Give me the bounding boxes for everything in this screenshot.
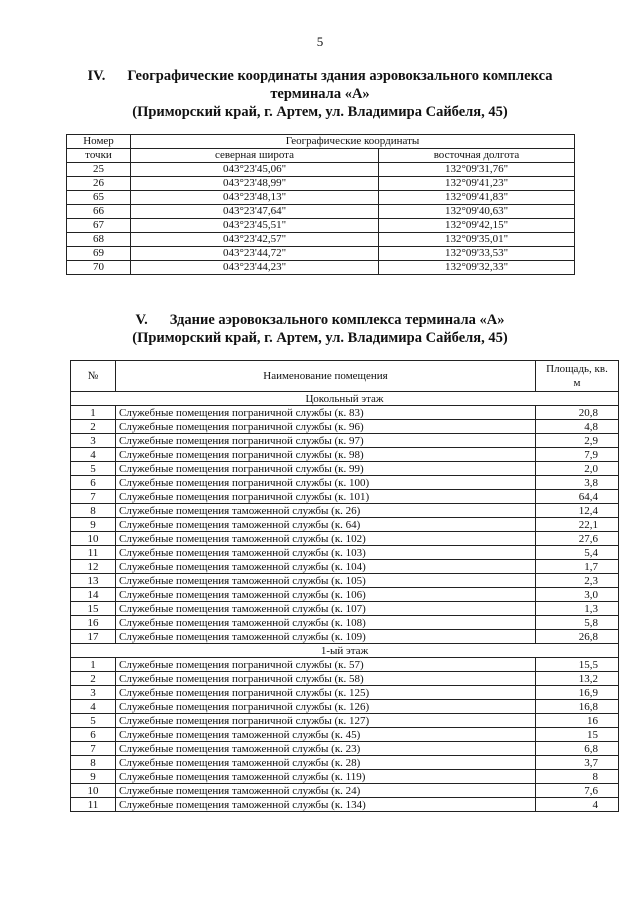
- room-name: Служебные помещения таможенной службы (к. 102): [116, 532, 536, 546]
- coords-point: 69: [67, 247, 131, 261]
- room-area: 3,8: [536, 476, 619, 490]
- room-row: [71, 714, 619, 728]
- room-name: Служебные помещения таможенной службы (к. 28): [116, 756, 536, 770]
- room-number: 1: [71, 406, 116, 420]
- room-row: [71, 686, 619, 700]
- coords-header-geo: Географические координаты: [131, 135, 575, 149]
- room-row: [71, 420, 619, 434]
- coords-row: [67, 205, 575, 219]
- room-row: [71, 518, 619, 532]
- rooms-header-area-line1: Площадь, кв.: [546, 363, 608, 375]
- section5-heading-line2: (Приморский край, г. Артем, ул. Владимира Сайбеля, 45): [132, 330, 508, 346]
- rooms-header-name: Наименование помещения: [116, 361, 536, 392]
- room-row: [71, 602, 619, 616]
- room-row: [71, 756, 619, 770]
- room-name: Служебные помещения пограничной службы (к. 101): [116, 490, 536, 504]
- coords-row: [67, 247, 575, 261]
- room-name: Служебные помещения пограничной службы (к. 100): [116, 476, 536, 490]
- coords-row: [67, 163, 575, 177]
- coords-header-lat: северная широта: [131, 149, 379, 163]
- room-area: 8: [536, 770, 619, 784]
- room-area: 2,9: [536, 434, 619, 448]
- room-number: 2: [71, 672, 116, 686]
- room-area: 16,8: [536, 700, 619, 714]
- room-name: Служебные помещения таможенной службы (к. 23): [116, 742, 536, 756]
- coords-lat: 043°23'48,99": [131, 177, 379, 191]
- room-area: 20,8: [536, 406, 619, 420]
- room-name: Служебные помещения таможенной службы (к. 104): [116, 560, 536, 574]
- coordinates-table: [66, 134, 575, 275]
- room-row: [71, 406, 619, 420]
- coords-row: [67, 261, 575, 275]
- room-row: [71, 672, 619, 686]
- room-row: [71, 532, 619, 546]
- room-row: [71, 476, 619, 490]
- room-name: Служебные помещения таможенной службы (к. 103): [116, 546, 536, 560]
- room-number: 15: [71, 602, 116, 616]
- room-area: 3,7: [536, 756, 619, 770]
- room-area: 3,0: [536, 588, 619, 602]
- room-area: 4,8: [536, 420, 619, 434]
- floor0-title: Цокольный этаж: [71, 392, 619, 406]
- section4-heading-line3: (Приморский край, г. Артем, ул. Владимира Сайбеля, 45): [132, 104, 508, 120]
- coords-lon: 132°09'41,83": [379, 191, 575, 205]
- page-number: 5: [316, 34, 324, 49]
- room-name: Служебные помещения пограничной службы (к. 98): [116, 448, 536, 462]
- room-name: Служебные помещения пограничной службы (к. 58): [116, 672, 536, 686]
- coords-lon: 132°09'41,23": [379, 177, 575, 191]
- room-name: Служебные помещения пограничной службы (к. 126): [116, 700, 536, 714]
- room-area: 2,3: [536, 574, 619, 588]
- room-number: 6: [71, 476, 116, 490]
- room-area: 6,8: [536, 742, 619, 756]
- section4-number: IV.: [87, 68, 106, 84]
- room-number: 8: [71, 756, 116, 770]
- coords-point: 68: [67, 233, 131, 247]
- room-name: Служебные помещения таможенной службы (к. 26): [116, 504, 536, 518]
- room-number: 2: [71, 420, 116, 434]
- floor1-body: [71, 658, 619, 812]
- room-number: 17: [71, 630, 116, 644]
- room-row: [71, 700, 619, 714]
- room-name: Служебные помещения пограничной службы (к. 96): [116, 420, 536, 434]
- coords-lon: 132°09'40,63": [379, 205, 575, 219]
- room-number: 6: [71, 728, 116, 742]
- room-row: [71, 784, 619, 798]
- rooms-header-no: №: [71, 361, 116, 392]
- room-row: [71, 560, 619, 574]
- coords-point: 67: [67, 219, 131, 233]
- room-number: 8: [71, 504, 116, 518]
- coords-lat: 043°23'44,72": [131, 247, 379, 261]
- coords-lat: 043°23'45,51": [131, 219, 379, 233]
- room-number: 5: [71, 462, 116, 476]
- room-row: [71, 616, 619, 630]
- room-row: [71, 546, 619, 560]
- coords-lat: 043°23'48,13": [131, 191, 379, 205]
- room-number: 1: [71, 658, 116, 672]
- room-name: Служебные помещения таможенной службы (к. 45): [116, 728, 536, 742]
- floor1-title: 1-ый этаж: [71, 644, 619, 658]
- room-row: [71, 770, 619, 784]
- room-number: 4: [71, 448, 116, 462]
- room-name: Служебные помещения таможенной службы (к. 24): [116, 784, 536, 798]
- room-name: Служебные помещения таможенной службы (к. 107): [116, 602, 536, 616]
- room-row: [71, 728, 619, 742]
- coords-row: [67, 177, 575, 191]
- coords-header-point: Номер: [67, 135, 131, 149]
- room-area: 13,2: [536, 672, 619, 686]
- room-area: 16: [536, 714, 619, 728]
- room-number: 10: [71, 784, 116, 798]
- room-name: Служебные помещения таможенной службы (к. 105): [116, 574, 536, 588]
- coords-lon: 132°09'33,53": [379, 247, 575, 261]
- room-number: 10: [71, 532, 116, 546]
- room-area: 7,6: [536, 784, 619, 798]
- room-name: Служебные помещения пограничной службы (к. 57): [116, 658, 536, 672]
- rooms-header-area-line2: м: [573, 377, 581, 389]
- room-area: 2,0: [536, 462, 619, 476]
- floor0-body: [71, 406, 619, 644]
- room-name: Служебные помещения пограничной службы (к. 125): [116, 686, 536, 700]
- room-number: 9: [71, 770, 116, 784]
- section5-heading-line1: [0, 311, 640, 329]
- coords-lat: 043°23'42,57": [131, 233, 379, 247]
- room-name: Служебные помещения таможенной службы (к. 134): [116, 798, 536, 812]
- room-number: 12: [71, 560, 116, 574]
- coords-row: [67, 191, 575, 205]
- room-name: Служебные помещения пограничной службы (к. 99): [116, 462, 536, 476]
- room-area: 1,3: [536, 602, 619, 616]
- coords-header-point2: точки: [67, 149, 131, 163]
- room-area: 7,9: [536, 448, 619, 462]
- room-number: 9: [71, 518, 116, 532]
- coords-lat: 043°23'45,06": [131, 163, 379, 177]
- room-area: 5,8: [536, 616, 619, 630]
- room-area: 15,5: [536, 658, 619, 672]
- room-name: Служебные помещения таможенной службы (к. 64): [116, 518, 536, 532]
- room-row: [71, 504, 619, 518]
- room-number: 14: [71, 588, 116, 602]
- room-area: 12,4: [536, 504, 619, 518]
- coords-point: 70: [67, 261, 131, 275]
- coords-point: 66: [67, 205, 131, 219]
- room-row: [71, 448, 619, 462]
- room-name: Служебные помещения таможенной службы (к. 109): [116, 630, 536, 644]
- room-row: [71, 588, 619, 602]
- room-number: 11: [71, 798, 116, 812]
- room-row: [71, 434, 619, 448]
- room-name: Служебные помещения пограничной службы (к. 127): [116, 714, 536, 728]
- coords-lon: 132°09'35,01": [379, 233, 575, 247]
- section4-title: Географические координаты здания аэровокзального комплекса: [127, 68, 553, 84]
- room-area: 27,6: [536, 532, 619, 546]
- coords-row: [67, 219, 575, 233]
- rooms-table: [70, 360, 619, 812]
- room-area: 22,1: [536, 518, 619, 532]
- room-area: 5,4: [536, 546, 619, 560]
- coords-lat: 043°23'47,64": [131, 205, 379, 219]
- section4-heading-line2: терминала «А»: [270, 86, 370, 102]
- room-area: 64,4: [536, 490, 619, 504]
- room-number: 16: [71, 616, 116, 630]
- coords-body: [67, 163, 575, 275]
- room-area: 1,7: [536, 560, 619, 574]
- section5-title: Здание аэровокзального комплекса терминала «А»: [169, 312, 505, 328]
- room-number: 4: [71, 700, 116, 714]
- room-row: [71, 462, 619, 476]
- coords-point: 65: [67, 191, 131, 205]
- coords-point: 26: [67, 177, 131, 191]
- room-row: [71, 574, 619, 588]
- section5-number: V.: [135, 312, 148, 328]
- coords-lat: 043°23'44,23": [131, 261, 379, 275]
- room-area: 15: [536, 728, 619, 742]
- room-number: 3: [71, 434, 116, 448]
- room-number: 11: [71, 546, 116, 560]
- coords-lon: 132°09'32,33": [379, 261, 575, 275]
- room-number: 7: [71, 742, 116, 756]
- room-area: 26,8: [536, 630, 619, 644]
- room-number: 13: [71, 574, 116, 588]
- room-number: 5: [71, 714, 116, 728]
- room-row: [71, 630, 619, 644]
- room-number: 3: [71, 686, 116, 700]
- room-name: Служебные помещения таможенной службы (к. 106): [116, 588, 536, 602]
- room-name: Служебные помещения таможенной службы (к. 108): [116, 616, 536, 630]
- coords-lon: 132°09'31,76": [379, 163, 575, 177]
- room-row: [71, 658, 619, 672]
- room-name: Служебные помещения пограничной службы (к. 83): [116, 406, 536, 420]
- coords-header-lon: восточная долгота: [379, 149, 575, 163]
- room-row: [71, 798, 619, 812]
- rooms-header-area: [536, 361, 619, 392]
- room-number: 7: [71, 490, 116, 504]
- room-area: 16,9: [536, 686, 619, 700]
- coords-lon: 132°09'42,15": [379, 219, 575, 233]
- room-area: 4: [536, 798, 619, 812]
- coords-row: [67, 233, 575, 247]
- room-name: Служебные помещения таможенной службы (к. 119): [116, 770, 536, 784]
- room-name: Служебные помещения пограничной службы (к. 97): [116, 434, 536, 448]
- section4-heading-line1: [0, 67, 640, 85]
- coords-point: 25: [67, 163, 131, 177]
- room-row: [71, 490, 619, 504]
- room-row: [71, 742, 619, 756]
